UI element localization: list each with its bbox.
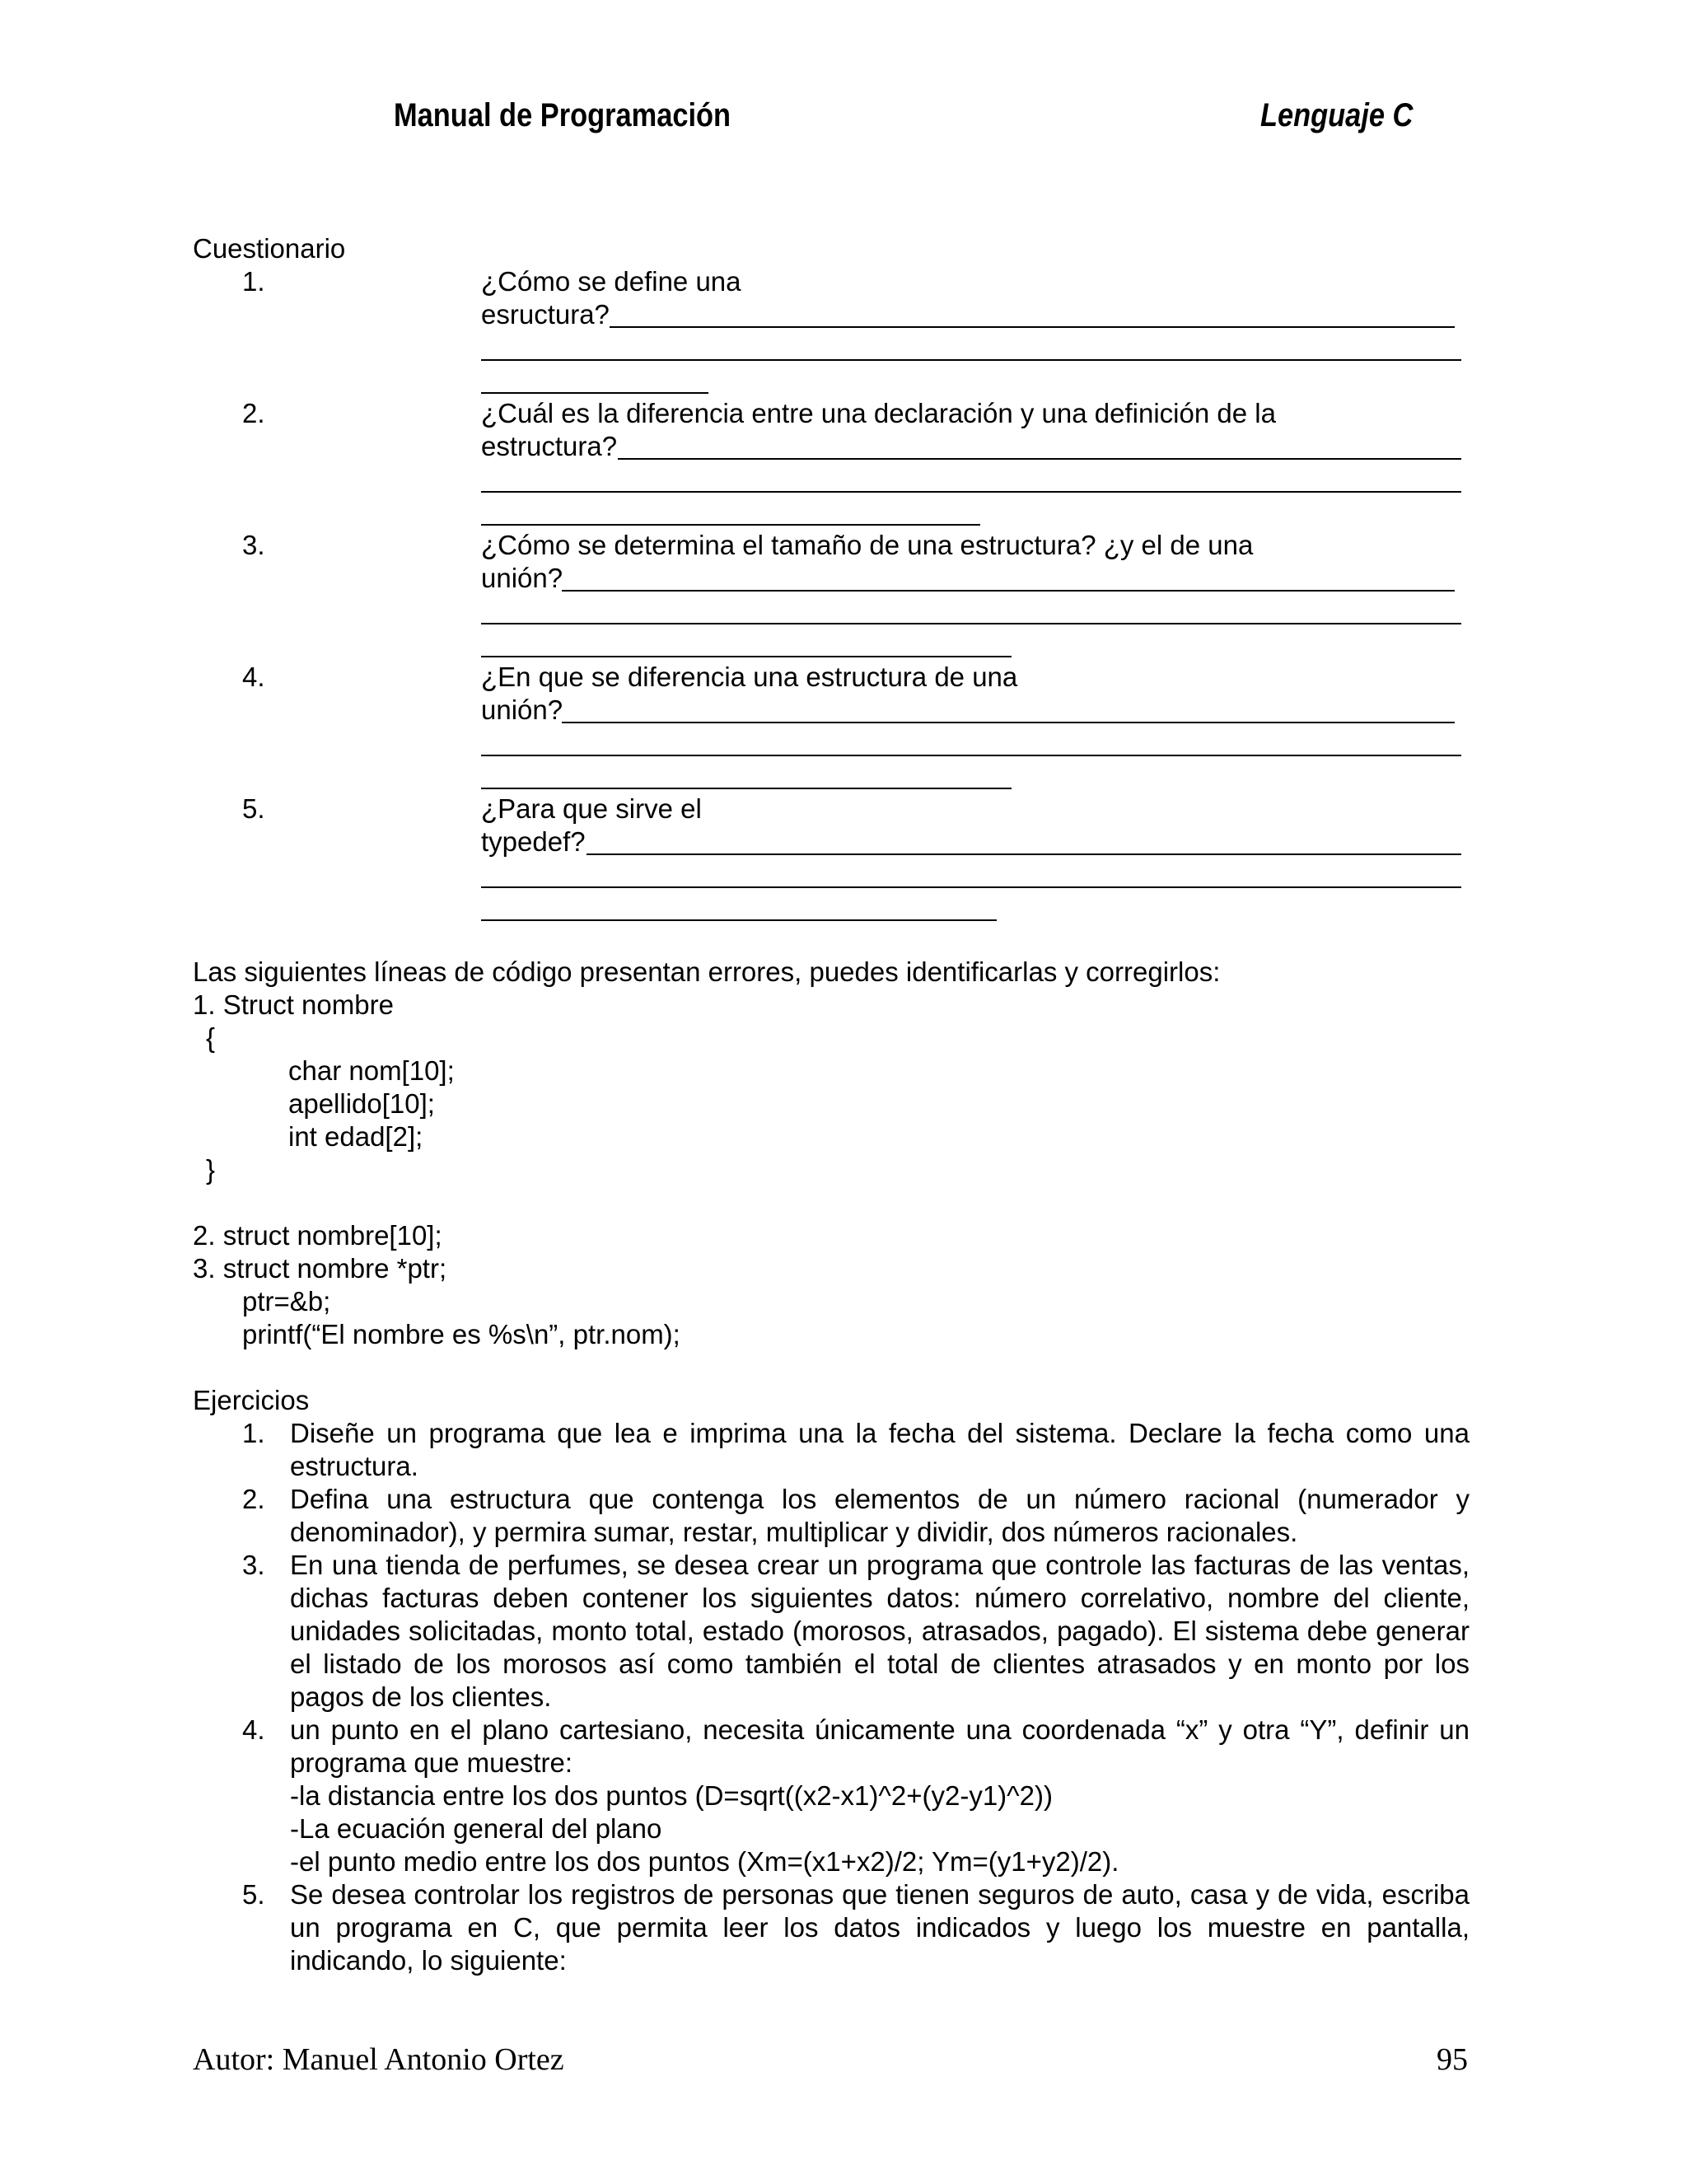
exercise-number: 3. xyxy=(242,1550,265,1580)
ejercicios-title: Ejercicios xyxy=(193,1385,310,1415)
exercise-text: Se desea controlar los registros de personas que tienen seguros de auto, casa y de vida, escriba un programa en C, que permita leer los datos indicados y luego los muestre en pantalla, indicando, lo siguiente: xyxy=(290,1879,1470,1976)
answer-line xyxy=(481,359,1461,361)
header-title: Manual de Programación xyxy=(394,97,731,133)
answer-line xyxy=(481,788,1012,789)
answer-line xyxy=(481,623,1461,624)
exercise-number: 4. xyxy=(242,1714,265,1745)
question-text-cont: unión? xyxy=(481,563,563,593)
exercise-subitem: -la distancia entre los dos puntos (D=sqrt((x2-x1)^2+(y2-y1)^2)) xyxy=(290,1780,1053,1811)
code-line: ptr=&b; xyxy=(242,1286,331,1316)
answer-line xyxy=(562,590,1455,592)
answer-line xyxy=(481,392,708,394)
question-text: ¿Para que sirve el xyxy=(481,793,702,824)
code-line: 1. Struct nombre xyxy=(193,989,394,1020)
header-subtitle: Lenguaje C xyxy=(1260,97,1414,133)
code-line: 2. struct nombre[10]; xyxy=(193,1220,442,1251)
question-number: 3. xyxy=(242,530,265,560)
exercise-text: Diseñe un programa que lea e imprima una la fecha del sistema. Declare la fecha como una estructura. xyxy=(290,1418,1470,1481)
exercise-number: 1. xyxy=(242,1418,265,1448)
exercise-text: En una tienda de perfumes, se desea crear un programa que controle las facturas de las ventas, dichas facturas deben contener los siguientes datos: número correlativo, nombre del cliente, unidades solicitadas, monto total, estado (morosos, atrasados, pagado). El sistema debe generar el listado de los morosos así como también el total de clientes atrasados y en monto por los pagos de los clientes. xyxy=(290,1550,1470,1712)
answer-line xyxy=(481,886,1461,888)
exercise-subitem: -el punto medio entre los dos puntos (Xm=(x1+x2)/2; Ym=(y1+y2)/2). xyxy=(290,1846,1119,1877)
exercise-subitem: -La ecuación general del plano xyxy=(290,1813,662,1844)
question-text-cont: estructura? xyxy=(481,431,618,461)
errores-intro: Las siguientes líneas de código presentan errores, puedes identificarlas y corregirlos: xyxy=(193,956,1221,987)
exercise-number: 5. xyxy=(242,1879,265,1910)
code-line: } xyxy=(206,1154,216,1185)
answer-line xyxy=(481,491,1461,493)
question-text-cont: typedef? xyxy=(481,826,586,857)
page-number: 95 xyxy=(1437,2042,1468,2077)
exercise-text: Defina una estructura que contenga los elementos de un número racional (numerador y denominador), y permira sumar, restar, multiplicar y dividir, dos números racionales. xyxy=(290,1484,1470,1547)
answer-line xyxy=(618,458,1461,460)
answer-line xyxy=(481,919,997,921)
code-line: printf(“El nombre es %s\n”, ptr.nom); xyxy=(242,1319,680,1349)
code-line: int edad[2]; xyxy=(288,1121,423,1152)
answer-line xyxy=(610,326,1455,328)
question-number: 1. xyxy=(242,266,265,297)
question-number: 4. xyxy=(242,662,265,692)
answer-line xyxy=(481,524,980,526)
question-text: ¿En que se diferencia una estructura de una xyxy=(481,662,1018,692)
question-number: 2. xyxy=(242,398,265,428)
question-text-cont: unión? xyxy=(481,694,563,725)
answer-line xyxy=(481,755,1461,756)
question-text: ¿Cuál es la diferencia entre una declaración y una definición de la xyxy=(481,398,1276,428)
question-text: ¿Cómo se determina el tamaño de una estructura? ¿y el de una xyxy=(481,530,1254,560)
question-text: ¿Cómo se define una xyxy=(481,266,741,297)
question-number: 5. xyxy=(242,793,265,824)
cuestionario-title: Cuestionario xyxy=(193,233,346,264)
question-text-cont: esructura? xyxy=(481,299,610,330)
code-line: 3. struct nombre *ptr; xyxy=(193,1253,447,1284)
exercise-text: un punto en el plano cartesiano, necesita únicamente una coordenada “x” y otra “Y”, definir un programa que muestre: xyxy=(290,1714,1470,1778)
code-line: apellido[10]; xyxy=(288,1088,435,1119)
answer-line xyxy=(586,853,1461,855)
footer-author: Autor: Manuel Antonio Ortez xyxy=(193,2042,564,2077)
answer-line xyxy=(562,722,1455,723)
code-line: { xyxy=(206,1022,216,1053)
exercise-number: 2. xyxy=(242,1484,265,1514)
answer-line xyxy=(481,656,1012,657)
code-line: char nom[10]; xyxy=(288,1055,455,1086)
